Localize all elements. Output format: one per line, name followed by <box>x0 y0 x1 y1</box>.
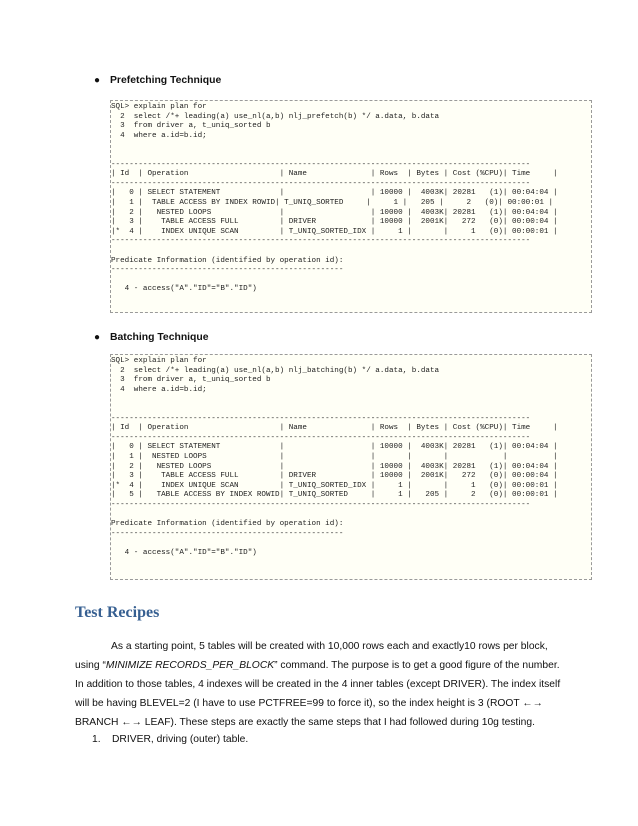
heading-text: Batching Technique <box>110 332 209 343</box>
code-block-batching <box>110 354 592 580</box>
paragraph-text-b: ” command. The purpose is to get a good figure of the number. In addition to those tables, 4 indexes will be created in the 4 inner tables (except DRIVER). The index itself will be having BLEVEL=2 (I have to use PCTFREE=99 to force it), so the index height is 3 (ROOT ←→ BRANCH ←→ LEAF). These steps are exactly the same steps that I had followed during 10g testing. <box>75 660 561 728</box>
bullet-icon: ● <box>94 332 101 343</box>
code-text: SQL> explain plan for 2 select /*+ leading(a) use_nl(a,b) nlj_prefetch(b) */ a.data, b.data 3 from driver a, t_uniq_sorted b 4 where a.id=b.id; -------------------------------------------------------------------------------------------- | Id | Operation | Name | Rows | Bytes | Cost (%CPU)| Time | -------------------------------------------------------------------------------------------- | 0 | SELECT STATEMENT | | 10000 | 4003K| 20281 (1)| 00:04:04 | | 1 | TABLE ACCESS BY INDEX ROWID| T_UNIQ_SORTED | 1 | 205 | 2 (0)| 00:00:01 | | 2 | NESTED LOOPS | | 10000 | 4003K| 20281 (1)| 00:04:04 | | 3 | TABLE ACCESS FULL | DRIVER | 10000 | 2001K| 272 (0)| 00:00:04 | |* 4 | INDEX UNIQUE SCAN | T_UNIQ_SORTED_IDX | 1 | | 1 (0)| 00:00:01 | -------------------------------------------------------------------------------------------- Predicate Information (identified by operation id): --------------------------------------------------- 4 - access("A"."ID"="B"."ID") <box>111 103 558 294</box>
code-block-prefetching <box>110 100 592 313</box>
list-item-driver <box>92 734 248 745</box>
bullet-heading-batching <box>94 332 209 343</box>
section-title-test-recipes: Test Recipes <box>75 604 160 621</box>
intro-paragraph <box>75 637 570 732</box>
bullet-heading-prefetching <box>94 75 221 86</box>
bullet-icon: ● <box>94 75 101 86</box>
code-text: SQL> explain plan for 2 select /*+ leading(a) use_nl(a,b) nlj_batching(b) */ a.data, b.data 3 from driver a, t_uniq_sorted b 4 where a.id=b.id; -------------------------------------------------------------------------------------------- | Id | Operation | Name | Rows | Bytes | Cost (%CPU)| Time | -------------------------------------------------------------------------------------------- | 0 | SELECT STATEMENT | | 10000 | 4003K| 20281 (1)| 00:04:04 | | 1 | NESTED LOOPS | | | | | | | 2 | NESTED LOOPS | | 10000 | 4003K| 20281 (1)| 00:04:04 | | 3 | TABLE ACCESS FULL | DRIVER | 10000 | 2001K| 272 (0)| 00:00:04 | |* 4 | INDEX UNIQUE SCAN | T_UNIQ_SORTED_IDX | 1 | | 1 (0)| 00:00:01 | | 5 | TABLE ACCESS BY INDEX ROWID| T_UNIQ_SORTED | 1 | 205 | 2 (0)| 00:00:01 | -------------------------------------------------------------------------------------------- Predicate Information (identified by operation id): --------------------------------------------------- 4 - access("A"."ID"="B"."ID") <box>111 357 558 557</box>
paragraph-command: MINIMIZE RECORDS_PER_BLOCK <box>105 660 275 671</box>
heading-text: Prefetching Technique <box>110 75 222 86</box>
paragraph-text-a: As a starting point, 5 tables will be created with 10,000 rows each and exactly10 rows per block, using “ <box>75 641 548 671</box>
list-text: DRIVER, driving (outer) table. <box>112 734 249 745</box>
list-number: 1. <box>92 734 101 745</box>
